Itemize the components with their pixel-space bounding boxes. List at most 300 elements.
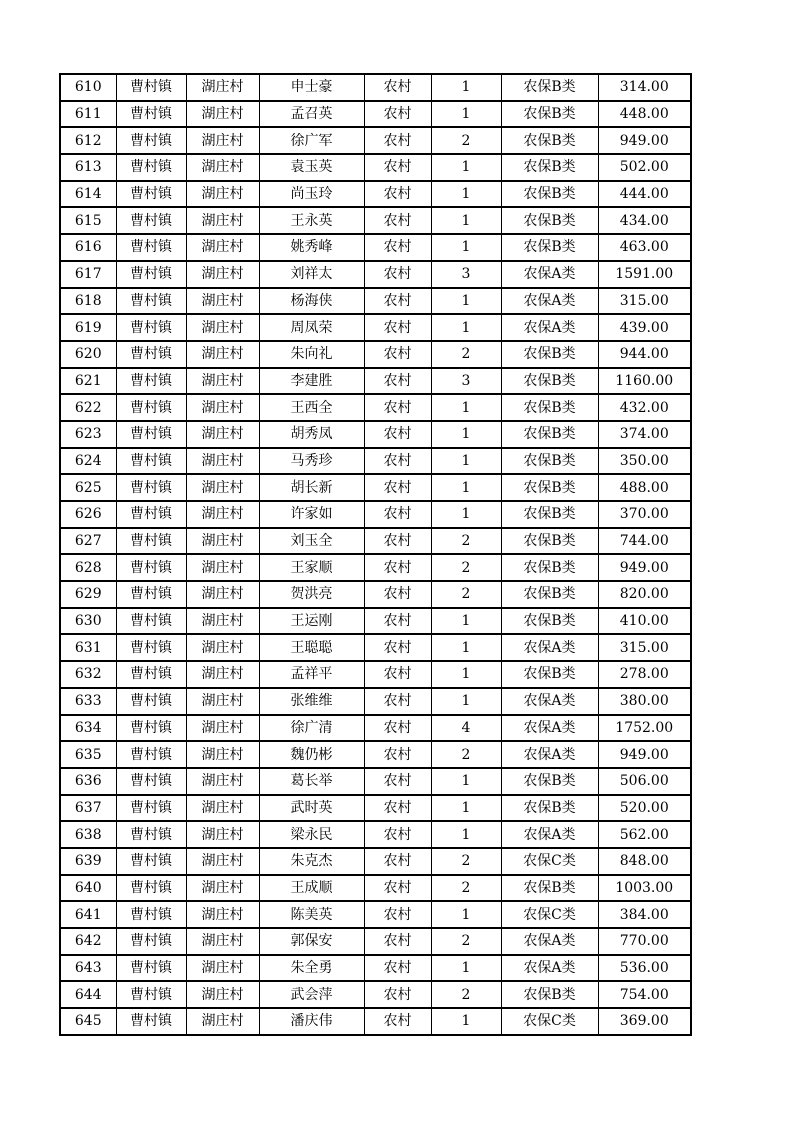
cell-town: 曹村镇 bbox=[116, 741, 186, 768]
cell-amount: 820.00 bbox=[598, 581, 691, 608]
cell-insurance-category: 农保B类 bbox=[501, 608, 598, 635]
cell-person-count: 1 bbox=[431, 207, 501, 234]
cell-person-name: 尚玉玲 bbox=[259, 181, 364, 208]
cell-insurance-category: 农保B类 bbox=[501, 661, 598, 688]
cell-serial-number: 643 bbox=[60, 955, 116, 982]
cell-residence-type: 农村 bbox=[364, 821, 431, 848]
cell-person-name: 王成顺 bbox=[259, 875, 364, 902]
cell-town: 曹村镇 bbox=[116, 581, 186, 608]
cell-person-count: 1 bbox=[431, 288, 501, 315]
cell-town: 曹村镇 bbox=[116, 688, 186, 715]
cell-amount: 384.00 bbox=[598, 901, 691, 928]
table-row bbox=[60, 261, 691, 288]
table-row bbox=[60, 741, 691, 768]
cell-residence-type: 农村 bbox=[364, 1008, 431, 1035]
cell-town: 曹村镇 bbox=[116, 181, 186, 208]
cell-person-count: 2 bbox=[431, 581, 501, 608]
table-row bbox=[60, 768, 691, 795]
cell-amount: 278.00 bbox=[598, 661, 691, 688]
cell-person-count: 1 bbox=[431, 474, 501, 501]
cell-insurance-category: 农保A类 bbox=[501, 314, 598, 341]
cell-amount: 448.00 bbox=[598, 101, 691, 128]
cell-village: 湖庄村 bbox=[186, 554, 259, 581]
cell-person-name: 王西全 bbox=[259, 394, 364, 421]
cell-village: 湖庄村 bbox=[186, 341, 259, 368]
table-row bbox=[60, 821, 691, 848]
cell-person-name: 周凤荣 bbox=[259, 314, 364, 341]
table-row bbox=[60, 795, 691, 822]
cell-serial-number: 641 bbox=[60, 901, 116, 928]
cell-village: 湖庄村 bbox=[186, 955, 259, 982]
cell-serial-number: 624 bbox=[60, 448, 116, 475]
cell-insurance-category: 农保B类 bbox=[501, 528, 598, 555]
cell-insurance-category: 农保B类 bbox=[501, 448, 598, 475]
cell-insurance-category: 农保B类 bbox=[501, 421, 598, 448]
cell-insurance-category: 农保B类 bbox=[501, 501, 598, 528]
table-row bbox=[60, 875, 691, 902]
table-row bbox=[60, 1008, 691, 1035]
cell-person-name: 申士豪 bbox=[259, 74, 364, 101]
cell-amount: 350.00 bbox=[598, 448, 691, 475]
cell-residence-type: 农村 bbox=[364, 368, 431, 395]
table-row bbox=[60, 501, 691, 528]
cell-person-name: 徐广军 bbox=[259, 127, 364, 154]
cell-town: 曹村镇 bbox=[116, 474, 186, 501]
cell-town: 曹村镇 bbox=[116, 634, 186, 661]
table-row bbox=[60, 234, 691, 261]
cell-insurance-category: 农保B类 bbox=[501, 394, 598, 421]
cell-person-name: 朱全勇 bbox=[259, 955, 364, 982]
cell-town: 曹村镇 bbox=[116, 661, 186, 688]
cell-person-count: 1 bbox=[431, 795, 501, 822]
cell-insurance-category: 农保A类 bbox=[501, 741, 598, 768]
cell-residence-type: 农村 bbox=[364, 848, 431, 875]
cell-person-count: 2 bbox=[431, 341, 501, 368]
table-row bbox=[60, 448, 691, 475]
cell-amount: 562.00 bbox=[598, 821, 691, 848]
cell-person-name: 姚秀峰 bbox=[259, 234, 364, 261]
cell-serial-number: 637 bbox=[60, 795, 116, 822]
cell-residence-type: 农村 bbox=[364, 768, 431, 795]
cell-person-name: 王聪聪 bbox=[259, 634, 364, 661]
cell-serial-number: 612 bbox=[60, 127, 116, 154]
payment-roster-table bbox=[59, 73, 692, 1036]
cell-village: 湖庄村 bbox=[186, 314, 259, 341]
cell-residence-type: 农村 bbox=[364, 74, 431, 101]
cell-town: 曹村镇 bbox=[116, 394, 186, 421]
cell-village: 湖庄村 bbox=[186, 154, 259, 181]
cell-residence-type: 农村 bbox=[364, 875, 431, 902]
cell-person-count: 2 bbox=[431, 741, 501, 768]
cell-town: 曹村镇 bbox=[116, 608, 186, 635]
cell-serial-number: 629 bbox=[60, 581, 116, 608]
cell-village: 湖庄村 bbox=[186, 821, 259, 848]
cell-town: 曹村镇 bbox=[116, 554, 186, 581]
table-row bbox=[60, 127, 691, 154]
cell-village: 湖庄村 bbox=[186, 181, 259, 208]
cell-insurance-category: 农保C类 bbox=[501, 848, 598, 875]
cell-residence-type: 农村 bbox=[364, 448, 431, 475]
cell-town: 曹村镇 bbox=[116, 928, 186, 955]
cell-person-count: 1 bbox=[431, 394, 501, 421]
cell-serial-number: 636 bbox=[60, 768, 116, 795]
cell-serial-number: 616 bbox=[60, 234, 116, 261]
cell-amount: 949.00 bbox=[598, 554, 691, 581]
cell-town: 曹村镇 bbox=[116, 368, 186, 395]
cell-amount: 506.00 bbox=[598, 768, 691, 795]
cell-person-name: 魏仍彬 bbox=[259, 741, 364, 768]
cell-town: 曹村镇 bbox=[116, 715, 186, 742]
cell-amount: 502.00 bbox=[598, 154, 691, 181]
table-row bbox=[60, 981, 691, 1008]
table-row bbox=[60, 528, 691, 555]
cell-amount: 410.00 bbox=[598, 608, 691, 635]
cell-amount: 754.00 bbox=[598, 981, 691, 1008]
cell-residence-type: 农村 bbox=[364, 474, 431, 501]
cell-serial-number: 618 bbox=[60, 288, 116, 315]
cell-insurance-category: 农保B类 bbox=[501, 234, 598, 261]
cell-insurance-category: 农保B类 bbox=[501, 875, 598, 902]
cell-town: 曹村镇 bbox=[116, 901, 186, 928]
cell-person-count: 1 bbox=[431, 661, 501, 688]
cell-serial-number: 626 bbox=[60, 501, 116, 528]
cell-village: 湖庄村 bbox=[186, 608, 259, 635]
cell-residence-type: 农村 bbox=[364, 207, 431, 234]
cell-residence-type: 农村 bbox=[364, 234, 431, 261]
cell-amount: 944.00 bbox=[598, 341, 691, 368]
cell-town: 曹村镇 bbox=[116, 101, 186, 128]
cell-insurance-category: 农保B类 bbox=[501, 554, 598, 581]
cell-person-count: 1 bbox=[431, 901, 501, 928]
cell-insurance-category: 农保A类 bbox=[501, 261, 598, 288]
table-row bbox=[60, 288, 691, 315]
table-row bbox=[60, 928, 691, 955]
cell-person-name: 贺洪亮 bbox=[259, 581, 364, 608]
cell-amount: 463.00 bbox=[598, 234, 691, 261]
cell-residence-type: 农村 bbox=[364, 261, 431, 288]
cell-insurance-category: 农保A类 bbox=[501, 955, 598, 982]
cell-residence-type: 农村 bbox=[364, 928, 431, 955]
cell-serial-number: 615 bbox=[60, 207, 116, 234]
cell-residence-type: 农村 bbox=[364, 421, 431, 448]
cell-person-count: 2 bbox=[431, 528, 501, 555]
table-row bbox=[60, 554, 691, 581]
cell-residence-type: 农村 bbox=[364, 341, 431, 368]
table-row bbox=[60, 688, 691, 715]
cell-person-count: 2 bbox=[431, 875, 501, 902]
cell-residence-type: 农村 bbox=[364, 688, 431, 715]
cell-village: 湖庄村 bbox=[186, 74, 259, 101]
cell-insurance-category: 农保A类 bbox=[501, 688, 598, 715]
cell-serial-number: 638 bbox=[60, 821, 116, 848]
cell-village: 湖庄村 bbox=[186, 368, 259, 395]
cell-insurance-category: 农保B类 bbox=[501, 981, 598, 1008]
cell-residence-type: 农村 bbox=[364, 795, 431, 822]
cell-amount: 314.00 bbox=[598, 74, 691, 101]
cell-serial-number: 645 bbox=[60, 1008, 116, 1035]
cell-person-count: 2 bbox=[431, 928, 501, 955]
cell-insurance-category: 农保B类 bbox=[501, 181, 598, 208]
cell-amount: 315.00 bbox=[598, 634, 691, 661]
cell-insurance-category: 农保C类 bbox=[501, 1008, 598, 1035]
cell-town: 曹村镇 bbox=[116, 795, 186, 822]
cell-person-name: 孟祥平 bbox=[259, 661, 364, 688]
cell-residence-type: 农村 bbox=[364, 288, 431, 315]
cell-person-count: 1 bbox=[431, 154, 501, 181]
cell-person-count: 1 bbox=[431, 634, 501, 661]
cell-village: 湖庄村 bbox=[186, 421, 259, 448]
cell-residence-type: 农村 bbox=[364, 634, 431, 661]
cell-person-name: 胡秀凤 bbox=[259, 421, 364, 448]
cell-person-name: 王永英 bbox=[259, 207, 364, 234]
cell-serial-number: 632 bbox=[60, 661, 116, 688]
cell-insurance-category: 农保B类 bbox=[501, 341, 598, 368]
cell-person-count: 1 bbox=[431, 234, 501, 261]
cell-town: 曹村镇 bbox=[116, 207, 186, 234]
cell-amount: 369.00 bbox=[598, 1008, 691, 1035]
cell-serial-number: 613 bbox=[60, 154, 116, 181]
cell-person-name: 潘庆伟 bbox=[259, 1008, 364, 1035]
cell-serial-number: 621 bbox=[60, 368, 116, 395]
cell-amount: 370.00 bbox=[598, 501, 691, 528]
cell-village: 湖庄村 bbox=[186, 768, 259, 795]
cell-person-count: 1 bbox=[431, 688, 501, 715]
table-row bbox=[60, 181, 691, 208]
cell-serial-number: 642 bbox=[60, 928, 116, 955]
cell-amount: 848.00 bbox=[598, 848, 691, 875]
cell-person-name: 杨海侠 bbox=[259, 288, 364, 315]
table-row bbox=[60, 101, 691, 128]
cell-town: 曹村镇 bbox=[116, 1008, 186, 1035]
cell-village: 湖庄村 bbox=[186, 207, 259, 234]
cell-amount: 488.00 bbox=[598, 474, 691, 501]
cell-residence-type: 农村 bbox=[364, 581, 431, 608]
cell-insurance-category: 农保B类 bbox=[501, 154, 598, 181]
cell-person-name: 许家如 bbox=[259, 501, 364, 528]
cell-serial-number: 639 bbox=[60, 848, 116, 875]
cell-person-name: 郭保安 bbox=[259, 928, 364, 955]
cell-insurance-category: 农保A类 bbox=[501, 288, 598, 315]
cell-serial-number: 634 bbox=[60, 715, 116, 742]
cell-person-count: 2 bbox=[431, 554, 501, 581]
cell-village: 湖庄村 bbox=[186, 901, 259, 928]
cell-village: 湖庄村 bbox=[186, 688, 259, 715]
cell-person-name: 朱克杰 bbox=[259, 848, 364, 875]
table-row bbox=[60, 368, 691, 395]
cell-person-count: 1 bbox=[431, 501, 501, 528]
cell-insurance-category: 农保B类 bbox=[501, 581, 598, 608]
cell-serial-number: 619 bbox=[60, 314, 116, 341]
cell-town: 曹村镇 bbox=[116, 981, 186, 1008]
cell-residence-type: 农村 bbox=[364, 955, 431, 982]
cell-serial-number: 611 bbox=[60, 101, 116, 128]
cell-village: 湖庄村 bbox=[186, 501, 259, 528]
cell-person-count: 4 bbox=[431, 715, 501, 742]
cell-town: 曹村镇 bbox=[116, 875, 186, 902]
table-row bbox=[60, 955, 691, 982]
table-row bbox=[60, 715, 691, 742]
cell-serial-number: 614 bbox=[60, 181, 116, 208]
cell-town: 曹村镇 bbox=[116, 821, 186, 848]
table-row bbox=[60, 634, 691, 661]
cell-village: 湖庄村 bbox=[186, 528, 259, 555]
table-row bbox=[60, 314, 691, 341]
cell-town: 曹村镇 bbox=[116, 234, 186, 261]
cell-town: 曹村镇 bbox=[116, 288, 186, 315]
cell-person-count: 1 bbox=[431, 421, 501, 448]
cell-person-name: 李建胜 bbox=[259, 368, 364, 395]
cell-town: 曹村镇 bbox=[116, 955, 186, 982]
cell-village: 湖庄村 bbox=[186, 741, 259, 768]
table-row bbox=[60, 154, 691, 181]
cell-insurance-category: 农保B类 bbox=[501, 368, 598, 395]
cell-residence-type: 农村 bbox=[364, 608, 431, 635]
cell-serial-number: 628 bbox=[60, 554, 116, 581]
cell-amount: 434.00 bbox=[598, 207, 691, 234]
cell-person-count: 3 bbox=[431, 368, 501, 395]
cell-amount: 949.00 bbox=[598, 741, 691, 768]
cell-residence-type: 农村 bbox=[364, 741, 431, 768]
cell-village: 湖庄村 bbox=[186, 261, 259, 288]
cell-person-count: 1 bbox=[431, 821, 501, 848]
cell-serial-number: 633 bbox=[60, 688, 116, 715]
cell-village: 湖庄村 bbox=[186, 234, 259, 261]
cell-village: 湖庄村 bbox=[186, 448, 259, 475]
cell-person-count: 3 bbox=[431, 261, 501, 288]
cell-insurance-category: 农保B类 bbox=[501, 207, 598, 234]
cell-person-count: 1 bbox=[431, 74, 501, 101]
cell-village: 湖庄村 bbox=[186, 875, 259, 902]
table-row bbox=[60, 608, 691, 635]
cell-insurance-category: 农保A类 bbox=[501, 715, 598, 742]
cell-town: 曹村镇 bbox=[116, 314, 186, 341]
cell-village: 湖庄村 bbox=[186, 394, 259, 421]
cell-village: 湖庄村 bbox=[186, 1008, 259, 1035]
cell-residence-type: 农村 bbox=[364, 501, 431, 528]
cell-person-count: 2 bbox=[431, 981, 501, 1008]
cell-insurance-category: 农保B类 bbox=[501, 795, 598, 822]
cell-village: 湖庄村 bbox=[186, 661, 259, 688]
cell-village: 湖庄村 bbox=[186, 981, 259, 1008]
cell-village: 湖庄村 bbox=[186, 928, 259, 955]
cell-amount: 315.00 bbox=[598, 288, 691, 315]
cell-town: 曹村镇 bbox=[116, 848, 186, 875]
cell-insurance-category: 农保C类 bbox=[501, 901, 598, 928]
cell-serial-number: 625 bbox=[60, 474, 116, 501]
cell-person-name: 刘祥太 bbox=[259, 261, 364, 288]
cell-amount: 432.00 bbox=[598, 394, 691, 421]
table-body bbox=[60, 74, 691, 1035]
cell-amount: 770.00 bbox=[598, 928, 691, 955]
cell-person-count: 1 bbox=[431, 181, 501, 208]
cell-amount: 444.00 bbox=[598, 181, 691, 208]
cell-village: 湖庄村 bbox=[186, 715, 259, 742]
cell-amount: 1160.00 bbox=[598, 368, 691, 395]
cell-town: 曹村镇 bbox=[116, 127, 186, 154]
cell-person-name: 朱向礼 bbox=[259, 341, 364, 368]
cell-person-name: 陈美英 bbox=[259, 901, 364, 928]
cell-village: 湖庄村 bbox=[186, 581, 259, 608]
cell-person-name: 徐广清 bbox=[259, 715, 364, 742]
cell-insurance-category: 农保A类 bbox=[501, 821, 598, 848]
cell-amount: 380.00 bbox=[598, 688, 691, 715]
cell-town: 曹村镇 bbox=[116, 261, 186, 288]
cell-town: 曹村镇 bbox=[116, 448, 186, 475]
cell-serial-number: 644 bbox=[60, 981, 116, 1008]
cell-amount: 1591.00 bbox=[598, 261, 691, 288]
cell-insurance-category: 农保B类 bbox=[501, 474, 598, 501]
cell-person-count: 2 bbox=[431, 848, 501, 875]
cell-person-name: 武时英 bbox=[259, 795, 364, 822]
cell-residence-type: 农村 bbox=[364, 981, 431, 1008]
cell-insurance-category: 农保B类 bbox=[501, 127, 598, 154]
cell-residence-type: 农村 bbox=[364, 554, 431, 581]
table-row bbox=[60, 474, 691, 501]
cell-residence-type: 农村 bbox=[364, 528, 431, 555]
cell-person-name: 胡长新 bbox=[259, 474, 364, 501]
cell-amount: 374.00 bbox=[598, 421, 691, 448]
cell-person-count: 1 bbox=[431, 448, 501, 475]
cell-person-count: 2 bbox=[431, 127, 501, 154]
cell-amount: 744.00 bbox=[598, 528, 691, 555]
cell-town: 曹村镇 bbox=[116, 341, 186, 368]
table-row bbox=[60, 74, 691, 101]
cell-town: 曹村镇 bbox=[116, 154, 186, 181]
cell-village: 湖庄村 bbox=[186, 474, 259, 501]
cell-person-name: 袁玉英 bbox=[259, 154, 364, 181]
cell-serial-number: 620 bbox=[60, 341, 116, 368]
cell-serial-number: 627 bbox=[60, 528, 116, 555]
cell-village: 湖庄村 bbox=[186, 288, 259, 315]
cell-amount: 949.00 bbox=[598, 127, 691, 154]
cell-town: 曹村镇 bbox=[116, 768, 186, 795]
cell-insurance-category: 农保B类 bbox=[501, 101, 598, 128]
cell-village: 湖庄村 bbox=[186, 101, 259, 128]
cell-amount: 439.00 bbox=[598, 314, 691, 341]
cell-person-name: 武会萍 bbox=[259, 981, 364, 1008]
cell-residence-type: 农村 bbox=[364, 101, 431, 128]
cell-person-count: 1 bbox=[431, 768, 501, 795]
cell-insurance-category: 农保A类 bbox=[501, 928, 598, 955]
cell-residence-type: 农村 bbox=[364, 715, 431, 742]
cell-insurance-category: 农保B类 bbox=[501, 768, 598, 795]
cell-serial-number: 640 bbox=[60, 875, 116, 902]
table-row bbox=[60, 661, 691, 688]
table-row bbox=[60, 394, 691, 421]
cell-village: 湖庄村 bbox=[186, 848, 259, 875]
cell-person-name: 马秀珍 bbox=[259, 448, 364, 475]
cell-residence-type: 农村 bbox=[364, 181, 431, 208]
cell-residence-type: 农村 bbox=[364, 314, 431, 341]
cell-village: 湖庄村 bbox=[186, 127, 259, 154]
cell-residence-type: 农村 bbox=[364, 901, 431, 928]
cell-insurance-category: 农保B类 bbox=[501, 74, 598, 101]
cell-town: 曹村镇 bbox=[116, 501, 186, 528]
cell-serial-number: 617 bbox=[60, 261, 116, 288]
table-row bbox=[60, 207, 691, 234]
cell-person-name: 孟召英 bbox=[259, 101, 364, 128]
cell-village: 湖庄村 bbox=[186, 634, 259, 661]
cell-amount: 520.00 bbox=[598, 795, 691, 822]
cell-amount: 1003.00 bbox=[598, 875, 691, 902]
cell-serial-number: 610 bbox=[60, 74, 116, 101]
cell-amount: 536.00 bbox=[598, 955, 691, 982]
cell-person-count: 1 bbox=[431, 1008, 501, 1035]
cell-person-name: 葛长举 bbox=[259, 768, 364, 795]
cell-person-name: 刘玉全 bbox=[259, 528, 364, 555]
cell-serial-number: 631 bbox=[60, 634, 116, 661]
cell-town: 曹村镇 bbox=[116, 74, 186, 101]
